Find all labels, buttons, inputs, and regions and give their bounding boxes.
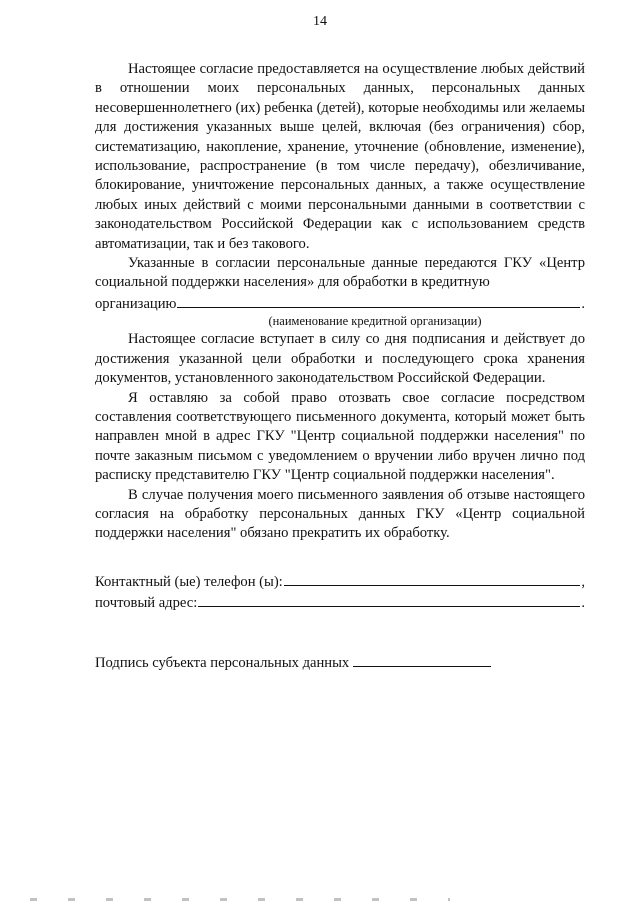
credit-organization-field[interactable] <box>177 293 580 308</box>
address-label: почтовый адрес: <box>95 595 198 612</box>
credit-organization-end: . <box>581 295 585 312</box>
scan-edge-artifact <box>30 898 450 901</box>
address-end: . <box>581 595 585 612</box>
paragraph-validity: Настоящее согласие вступает в силу со дня подписания и действует до достижения указанной цели обработки и последующего срока хранения документов, установленного законодательством Российской Федерации. <box>95 331 585 387</box>
phone-field[interactable] <box>284 571 581 586</box>
paragraph-revocation-right: Я оставляю за собой право отозвать свое согласие посредством составления соответствующего письменного документа, который может быть направлен мной в адрес ГКУ "Центр социальной поддержки населения" по почте заказным письмом с уведомлением о вручении либо вручен лично под расписку представителю ГКУ "Центр социальной поддержки населения". <box>95 389 585 484</box>
contacts-section <box>95 571 585 614</box>
address-line <box>95 592 585 613</box>
signature-section <box>95 652 585 673</box>
paragraph-data-transfer: Указанные в согласии персональные данные передаются ГКУ «Центр социальной поддержки населения» для обработки в кредитную <box>95 255 585 291</box>
phone-label: Контактный (ые) телефон (ы): <box>95 573 283 590</box>
credit-organization-caption: (наименование кредитной организации) <box>268 314 482 329</box>
paragraph-revocation-effect: В случае получения моего письменного заявления об отзыве настоящего согласия на обработку персональных данных ГКУ «Центр социальной поддержки населения" обязано прекратить их обработку. <box>95 486 585 542</box>
credit-organization-line <box>95 293 585 314</box>
phone-end: , <box>581 573 585 590</box>
address-field[interactable] <box>198 592 580 607</box>
phone-line <box>95 571 585 592</box>
signature-field[interactable] <box>353 652 491 667</box>
page-number: 14 <box>313 14 327 29</box>
credit-organization-label: организацию <box>95 295 177 312</box>
document-body <box>95 60 585 673</box>
signature-label: Подпись субъекта персональных данных <box>95 654 350 671</box>
paragraph-consent-scope: Настоящее согласие предоставляется на осуществление любых действий в отношении моих персональных данных, персональных данных несовершеннолетнего (их) ребенка (детей), которые необходимы или желаемы для достижения указанных выше целей, включая (без ограничения) сбор, систематизацию, накопление, хранение, уточнение (обновление, изменение), использование, распространение (в том числе передачу), обезличивание, блокирование, уничтожение персональных данных, а также осуществление любых иных действий с моими персональными данными в соответствии с законодательством Российской Федерации как с использованием средств автоматизации, так и без такового. <box>95 61 585 252</box>
